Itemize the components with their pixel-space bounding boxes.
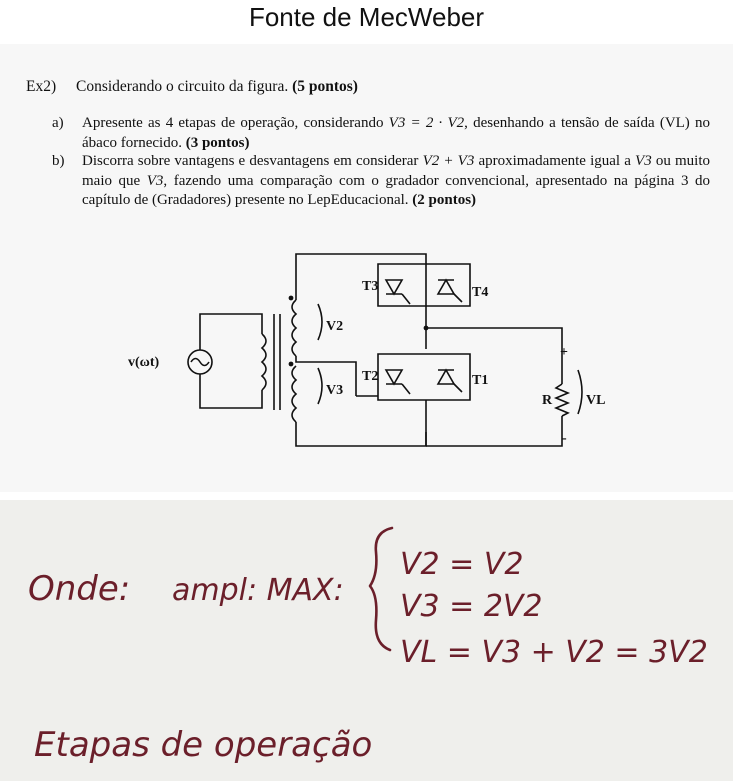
item-b-formula-1: V2 + V3 (422, 153, 475, 169)
exercise-statement: Considerando o circuito da figura. (76, 78, 289, 95)
item-a-text-1: Apresente as 4 etapas de operação, considerando (82, 115, 389, 131)
item-a-label: a) (52, 115, 64, 131)
item-b-text-1: Discorra sobre vantagens e desvantagens em considerar (82, 153, 423, 169)
vl-label: VL (586, 393, 606, 408)
r-label: R (542, 393, 553, 408)
vl-arrow (578, 370, 582, 414)
wire-load-bottom (426, 416, 562, 446)
t2-label: T2 (362, 369, 379, 384)
v3-arrow (318, 368, 322, 404)
upper-pair-loop (378, 264, 426, 306)
item-a-formula: V3 = 2 · V2 (388, 115, 465, 131)
secondary-coil-v3 (292, 366, 296, 422)
item-b-text-2: aproximadamente igual a (474, 153, 636, 169)
hw-brace (370, 528, 392, 650)
wire-load-top (426, 328, 562, 384)
thyristor-gates (402, 294, 462, 394)
hw-ampl: ampl: MAX: (172, 573, 344, 608)
sine-icon (191, 359, 209, 366)
document-scan (0, 44, 733, 492)
t1-label: T1 (472, 373, 489, 388)
hw-line-1: V2 = V2 (400, 547, 524, 582)
junction-dot (424, 326, 429, 331)
primary-coil (262, 334, 266, 390)
wire-source-top (200, 314, 262, 350)
minus-sign: - (562, 431, 567, 446)
wire-bottom (296, 422, 426, 446)
item-b-label: b) (52, 153, 65, 169)
exercise-number: Ex2) (26, 78, 57, 95)
circuit-diagram (0, 44, 733, 492)
polarity-dot-v3 (289, 362, 294, 367)
wire-top (296, 254, 426, 300)
item-b-text-4: , fazendo uma comparação com o gradador convencional, apresentado na página 3 do capítulo de (Gradadores) presente no LepEducacional. (82, 172, 710, 208)
polarity-dot-v2 (289, 296, 294, 301)
handwritten-notes (0, 500, 733, 781)
hw-onde: Onde: (28, 569, 131, 609)
resistor-symbol (556, 384, 568, 416)
item-b-formula-2: V3 (635, 153, 652, 169)
thyristor-t2-icon (386, 370, 402, 384)
item-b-formula-3: V3 (146, 172, 164, 189)
t3-label: T3 (362, 279, 379, 294)
v3-label: V3 (326, 383, 344, 398)
secondary-coil-v2 (292, 300, 296, 356)
item-a-text-2: , desenhando a tensão de saída (VL) no ábaco fornecido. (82, 115, 710, 151)
thyristor-t4-icon (438, 280, 454, 294)
source-label: v(ωt) (128, 355, 160, 370)
t4-label: T4 (472, 285, 489, 300)
thyristor-t1-icon (438, 370, 454, 384)
thyristor-t3-icon (386, 280, 402, 294)
lower-pair-loop (378, 354, 470, 400)
handwriting-canvas (0, 500, 733, 781)
item-b-text-3: ou muito maio que (82, 153, 710, 189)
exercise-points: (5 pontos) (292, 78, 358, 95)
item-a-points: (3 pontos) (185, 134, 250, 151)
v2-label: V2 (326, 319, 344, 334)
plus-sign: + (560, 345, 568, 360)
item-b-points: (2 pontos) (412, 192, 477, 208)
source-title: Fonte de MecWeber (248, 2, 485, 32)
v2-arrow (318, 304, 322, 340)
wire-source-bottom (200, 374, 262, 408)
hw-line-3: VL = V3 + V2 = 3V2 (400, 635, 708, 670)
hw-etapas: Etapas de operação (34, 725, 373, 765)
hw-line-2: V3 = 2V2 (400, 589, 543, 624)
